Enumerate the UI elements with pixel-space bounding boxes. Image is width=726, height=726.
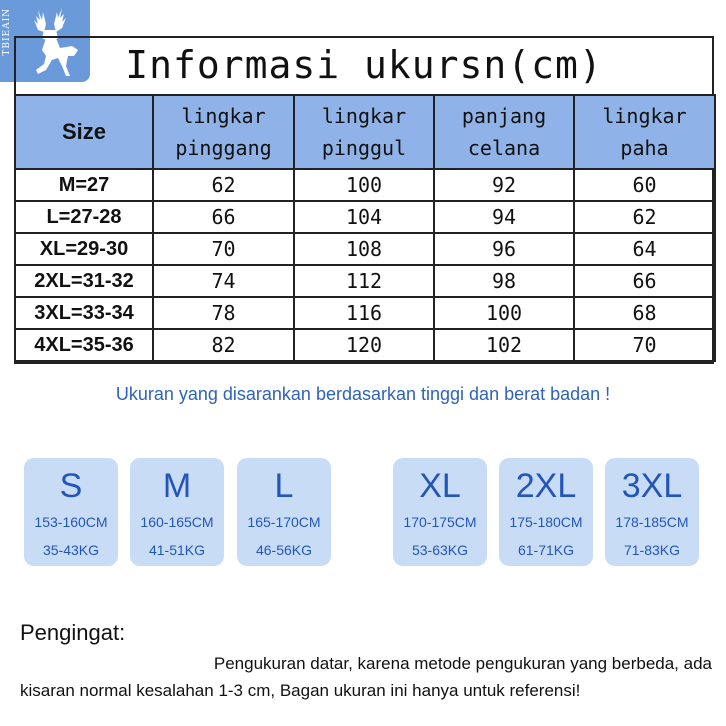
reminder-line: kisaran normal kesalahan 1-3 cm, Bagan ukuran ini hanya untuk referensi! xyxy=(20,681,581,700)
cell-thigh: 70 xyxy=(574,329,715,361)
card-size-label: XL xyxy=(419,467,461,505)
card-weight-range: 71-83KG xyxy=(623,542,681,558)
size-card-xl xyxy=(393,458,487,566)
cell-hip: 112 xyxy=(294,265,434,297)
card-size-label: 2XL xyxy=(515,467,577,505)
cell-size: XL=29-30 xyxy=(15,233,153,265)
card-weight-range: 53-63KG xyxy=(411,542,469,558)
cell-thigh: 62 xyxy=(574,201,715,233)
card-weight-range: 35-43KG xyxy=(42,542,100,558)
card-size-label: M xyxy=(162,467,192,505)
header-waist: lingkar pinggang xyxy=(153,95,294,169)
size-card-m xyxy=(130,458,224,566)
cell-hip: 108 xyxy=(294,233,434,265)
cell-size: L=27-28 xyxy=(15,201,153,233)
card-weight-range: 46-56KG xyxy=(255,542,313,558)
cell-waist: 82 xyxy=(153,329,294,361)
cell-waist: 74 xyxy=(153,265,294,297)
cell-size: 4XL=35-36 xyxy=(15,329,153,361)
card-height-range: 175-180CM xyxy=(509,514,583,530)
table-row xyxy=(15,265,715,297)
cell-length: 94 xyxy=(434,201,574,233)
cell-size: M=27 xyxy=(15,169,153,201)
card-weight-range: 61-71KG xyxy=(517,542,575,558)
cell-hip: 104 xyxy=(294,201,434,233)
cell-waist: 62 xyxy=(153,169,294,201)
cell-thigh: 68 xyxy=(574,297,715,329)
cell-size: 2XL=31-32 xyxy=(15,265,153,297)
size-advice-text: Ukuran yang disarankan berdasarkan tinggi dan berat badan ! xyxy=(115,384,611,404)
cell-hip: 116 xyxy=(294,297,434,329)
size-card-s xyxy=(24,458,118,566)
card-height-range: 160-165CM xyxy=(140,514,214,530)
cell-length: 92 xyxy=(434,169,574,201)
size-card-3xl xyxy=(605,458,699,566)
size-card-l xyxy=(237,458,331,566)
reminder-line: Pengukuran datar, karena metode pengukuran yang berbeda, ada xyxy=(213,654,712,673)
cell-waist: 70 xyxy=(153,233,294,265)
cell-thigh: 60 xyxy=(574,169,715,201)
cell-thigh: 66 xyxy=(574,265,715,297)
card-height-range: 153-160CM xyxy=(34,514,108,530)
card-size-label: 3XL xyxy=(621,467,683,505)
chart-title: Informasi ukursn(cm) xyxy=(125,43,603,87)
card-weight-range: 41-51KG xyxy=(148,542,206,558)
table-row xyxy=(15,169,715,201)
cell-hip: 100 xyxy=(294,169,434,201)
size-table xyxy=(14,94,716,362)
cell-size: 3XL=33-34 xyxy=(15,297,153,329)
table-row xyxy=(15,201,715,233)
reminder-body xyxy=(20,650,720,704)
card-height-range: 165-170CM xyxy=(247,514,321,530)
cell-hip: 120 xyxy=(294,329,434,361)
cell-waist: 78 xyxy=(153,297,294,329)
cell-waist: 66 xyxy=(153,201,294,233)
header-thigh: lingkar paha xyxy=(574,95,715,169)
header-length: panjang celana xyxy=(434,95,574,169)
cell-length: 102 xyxy=(434,329,574,361)
cell-length: 98 xyxy=(434,265,574,297)
size-card-2xl xyxy=(499,458,593,566)
cell-length: 96 xyxy=(434,233,574,265)
reminder-title: Pengingat: xyxy=(20,620,126,645)
cell-thigh: 64 xyxy=(574,233,715,265)
table-row xyxy=(15,233,715,265)
table-row xyxy=(15,329,715,361)
brand-text: TBIEAIN xyxy=(2,8,12,56)
card-size-label: S xyxy=(59,467,83,505)
cell-length: 100 xyxy=(434,297,574,329)
header-size: Size xyxy=(15,95,153,169)
card-size-label: L xyxy=(274,467,294,505)
table-row xyxy=(15,297,715,329)
card-height-range: 178-185CM xyxy=(615,514,689,530)
table-header-row xyxy=(15,95,715,169)
header-hip: lingkar pinggul xyxy=(294,95,434,169)
card-height-range: 170-175CM xyxy=(403,514,477,530)
